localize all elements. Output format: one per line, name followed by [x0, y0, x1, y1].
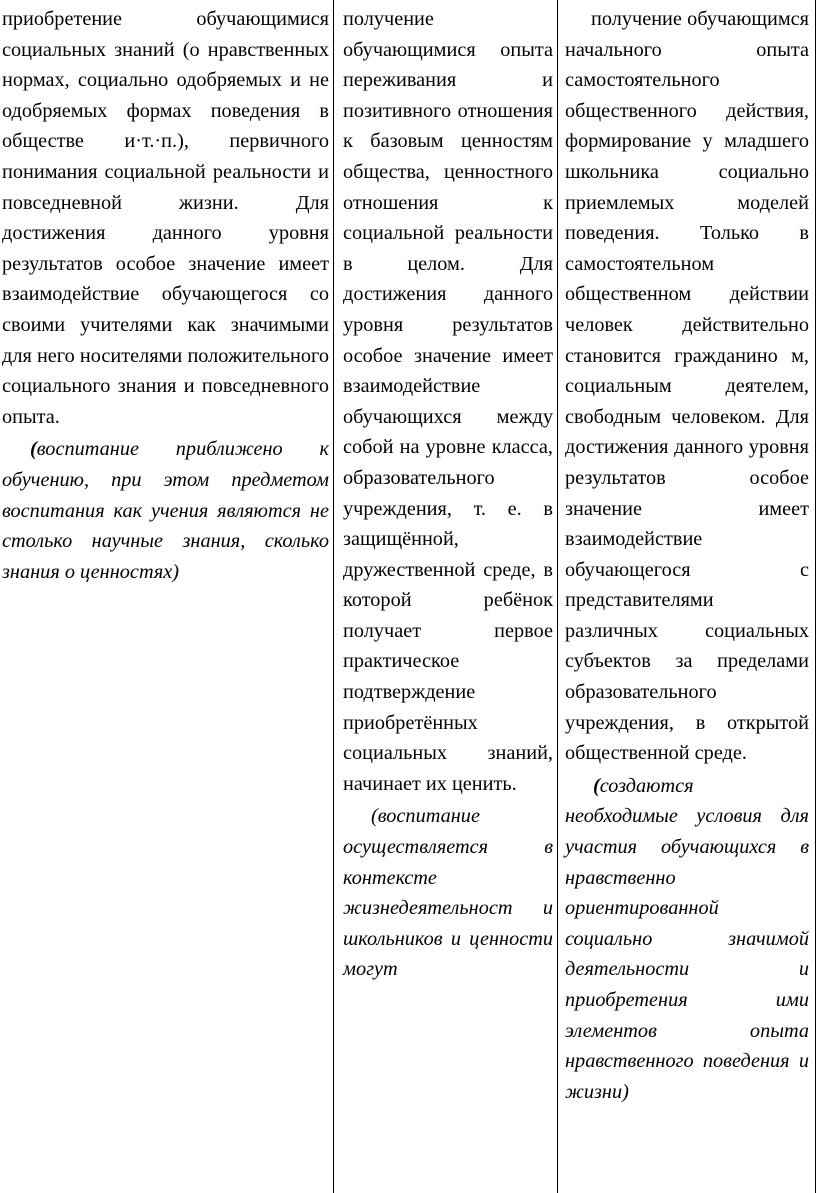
level-3-column: [558, 0, 816, 1193]
level-3-note: [565, 771, 809, 1108]
level-1-note-paren: (: [30, 438, 37, 461]
level-1-description: приобретение обучающимися социальных знаний (о нравственных нормах, социально одобряемых и не одобряемых формах поведения в обществе и·т.·п.), первичного понимания социальной реальности и повседневной жизни. Для достижения данного уровня результатов особое значение имеет взаимодействие обучающегося со своими учителями как значимыми для него носителями положительного социального знания и повседневного опыта.: [2, 8, 329, 428]
level-2-note-text: (воспитание осуществляется в контексте жизнедеятельност и школьников и ценности могут: [343, 805, 553, 981]
level-1-note-text: воспитание приближено к обучению, при этом предметом воспитания как учения являются не столько научные знания, сколько знания о ценностях): [2, 438, 329, 583]
level-2-column: [334, 0, 558, 1193]
level-1-column: [0, 0, 334, 1193]
level-1-note: [2, 434, 329, 587]
level-3-description: получение обучающимся начального опыта самостоятельного общественного действия, формирование у младшего школьника социально приемлемых моделей поведения. Только в самостоятельном общественном действии человек действительно становится гражданино м, социальным деятелем, свободным человеком. Для достижения данного уровня результатов особое значение имеет взаимодействие обучающегося с представителями различных социальных субъектов за пределами образовательного учреждения, в открытой общественной среде.: [565, 8, 809, 765]
level-3-note-paren: (: [593, 774, 600, 797]
level-2-note: [343, 801, 553, 985]
level-3-note-text: создаются необходимые условия для участия обучающихся в нравственно ориентированной социально значимой деятельности и приобретения ими элементов опыта нравственного поведения и жизни): [565, 774, 809, 1103]
level-2-description: получение обучающимися опыта переживания и позитивного отношения к базовым ценностям общества, ценностного отношения к социальной реальности в целом. Для достижения данного уровня результатов особое значение имеет взаимодействие обучающихся между собой на уровне класса, образовательного учреждения, т. е. в защищённой, дружественной среде, в которой ребёнок получает первое практическое подтверждение приобретённых социальных знаний, начинает их ценить.: [343, 8, 553, 795]
